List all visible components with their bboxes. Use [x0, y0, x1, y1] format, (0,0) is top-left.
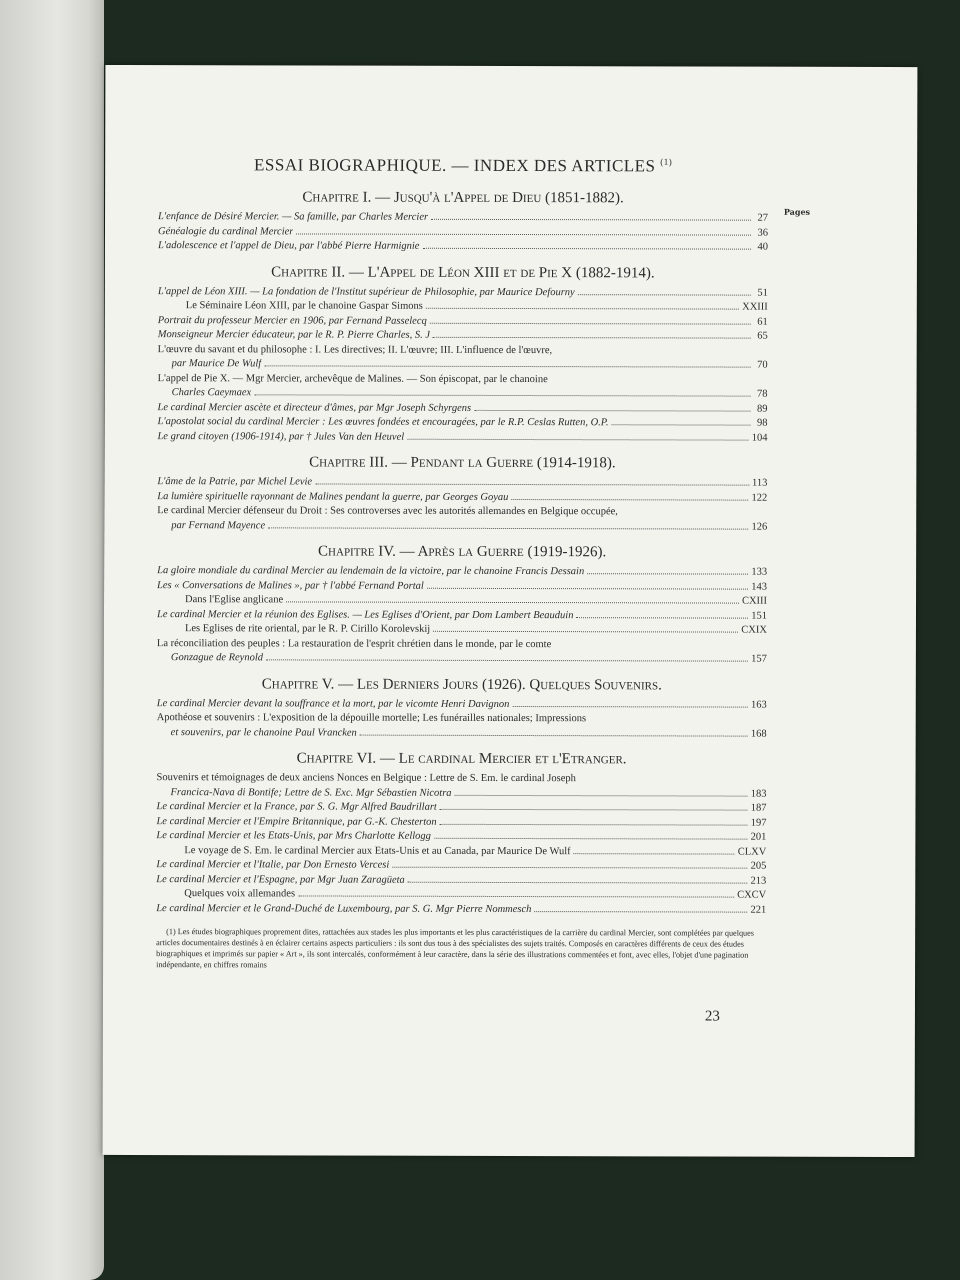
entry-title: Le cardinal Mercier devant la souffrance et la mort, par le vicomte Henri Davignon [156, 697, 510, 710]
pages-header: Pages [783, 206, 811, 217]
chapters-list [156, 189, 768, 918]
entry-title: Le cardinal Mercier et les Etats-Unis, par Mrs Charlotte Kellogg [156, 830, 431, 842]
index-entry [156, 902, 766, 918]
dot-leader [434, 838, 748, 840]
page-number: 23 [704, 1008, 720, 1025]
entry-page: 40 [757, 241, 768, 253]
dot-leader [440, 823, 748, 825]
dot-leader [611, 424, 750, 425]
entry-title: Gonzague de Reynold [170, 652, 264, 664]
entry-page: 187 [750, 802, 767, 814]
book-page [103, 65, 918, 1157]
entry-page: CXIII [741, 595, 768, 607]
entry-page: 143 [751, 581, 768, 593]
entry-page: 78 [757, 388, 768, 400]
entry-page: CXCV [737, 889, 767, 901]
chapter-heading: Chapitre IV. — Après la Guerre (1919-1926). [318, 543, 607, 561]
entry-title: par Fernand Mayence [171, 519, 266, 531]
footnote: (1) Les études biographiques proprement dites, rattachées aux stades les plus importants et les plus caractéristiques de la carrière du cardinal Mercier, sont complétées par quelques articles documentaires destinés à en éclairer certains aspects particuliers : ils sont dus tous à des spécialistes des sujets traités. Composés en caractères différents de ceux des études biographiques et imprimés sur papier « Art », ils sont intercalés, conformément à leur caractère, dans la série des illustrations commentées et font, avec elles, l'objet d'une pagination indépendante, en chiffres romains [156, 927, 754, 970]
entry-page: 205 [750, 860, 767, 872]
dot-leader [315, 483, 749, 485]
index-entry [158, 357, 768, 373]
chapter-heading: Chapitre III. — Pendant la Guerre (1914-1918). [309, 454, 616, 472]
dot-leader [534, 911, 747, 913]
index-entry [158, 328, 768, 344]
index-entry [157, 519, 767, 535]
entry-page: 183 [750, 788, 767, 800]
entry-title: Le cardinal Mercier et l'Empire Britannique, par G.-K. Chesterton [156, 815, 437, 828]
entry-page: 213 [750, 875, 767, 887]
dot-leader [296, 233, 751, 235]
entry-page: 221 [750, 904, 767, 916]
chapter-heading: Chapitre I. — Jusqu'à l'Appel de Dieu (1851-1882). [302, 189, 624, 207]
index-entry [158, 239, 768, 255]
index-entry [157, 651, 767, 667]
index-entry [157, 726, 767, 742]
entry-first-line: Le cardinal Mercier défenseur du Droit : Ses controverses avec les autorités allemandes en Belgique occupée, [157, 505, 618, 518]
entry-page: 98 [756, 417, 768, 429]
entry-title: Le grand citoyen (1906-1914), par † Jules Van den Heuvel [157, 430, 405, 443]
title-note: (1) [660, 156, 673, 167]
index-entry [157, 564, 767, 580]
dot-leader [587, 573, 748, 574]
entry-title: par Maurice De Wulf [171, 358, 262, 370]
entry-page: 65 [757, 330, 768, 342]
index-entry [157, 475, 767, 491]
entry-page: CLXV [737, 846, 767, 858]
index-entry [157, 430, 767, 446]
dot-leader [422, 248, 751, 250]
chapter-heading: Chapitre VI. — Le cardinal Mercier et l'Etranger. [296, 750, 627, 768]
entry-title: Généalogie du cardinal Mercier [157, 225, 294, 237]
dot-leader [433, 631, 738, 633]
dot-leader [268, 527, 748, 529]
entry-title: L'adolescence et l'appel de Dieu, par l'abbé Pierre Harmignie [157, 240, 420, 252]
entry-title: L'âme de la Patrie, par Michel Levie [157, 476, 313, 488]
entry-page: 89 [757, 403, 768, 415]
dot-leader [427, 587, 748, 589]
index-entry [156, 858, 766, 874]
entry-page: 163 [750, 699, 767, 711]
entry-page: 122 [751, 492, 768, 504]
entry-title: Le cardinal Mercier et la France, par S. G. Mgr Alfred Baudrillart [156, 801, 437, 813]
index-entry [158, 314, 768, 330]
entry-title: Le cardinal Mercier et l'Espagne, par Mgr Juan Zaragüeta [156, 873, 405, 886]
entry-first-line: L'appel de Pie X. — Mgr Mercier, archevêque de Malines. — Son épiscopat, par le chanoine [157, 372, 548, 385]
entry-title: Monseigneur Mercier éducateur, par le R. P. Pierre Charles, S. J [157, 329, 431, 341]
entry-title: Portrait du professeur Mercier en 1906, par Fernand Passelecq [157, 314, 427, 327]
dot-leader [408, 881, 748, 883]
entry-page: XXIII [742, 301, 768, 313]
entry-page: 27 [757, 212, 769, 224]
entry-title: Francica-Nava di Bontife; Lettre de S. Exc. Mgr Sébastien Nicotra [170, 786, 452, 799]
index-entry [157, 786, 767, 802]
entry-first-line: La réconciliation des peuples : La restauration de l'esprit chrétien dans le monde, par le comte [156, 637, 552, 650]
dot-leader [431, 219, 751, 221]
entry-page: CXIX [741, 624, 767, 636]
index-entry [158, 299, 768, 315]
entry-title: Le cardinal Mercier ascète et directeur d'âmes, par Mgr Joseph Schyrgens [157, 401, 472, 414]
index-entry [157, 697, 767, 713]
chapter-heading: Chapitre II. — L'Appel de Léon XIII et de Pie X (1882-1914). [271, 263, 655, 281]
entry-page: 126 [751, 521, 768, 533]
entry-title: et souvenirs, par le chanoine Paul Vrancken [170, 726, 357, 739]
dot-leader [574, 853, 735, 854]
entry-page: 70 [757, 359, 768, 371]
entry-page: 197 [750, 817, 767, 829]
index-entry [158, 401, 768, 417]
index-entry [156, 844, 766, 860]
title-text: ESSAI BIOGRAPHIQUE. — INDEX DES ARTICLES [254, 155, 656, 176]
dot-leader [578, 294, 751, 295]
entry-title: La gloire mondiale du cardinal Mercier au lendemain de la victoire, par le chanoine Francis Dessain [157, 565, 585, 578]
entry-title: Le cardinal Mercier et l'Italie, par Don Ernesto Vercesi [156, 859, 390, 871]
chapter-heading: Chapitre V. — Les Derniers Jours (1926). Quelques Souvenirs. [261, 675, 662, 693]
entry-first-line: Apothéose et souvenirs : L'exposition de la dépouille mortelle; Les funérailles nationales; Impressions [156, 712, 587, 725]
entry-title: La lumière spirituelle rayonnant de Malines pendant la guerre, par Georges Goyau [157, 490, 509, 503]
entry-title: Quelques voix allemandes [184, 888, 296, 900]
entry-page: 113 [751, 477, 768, 489]
entry-page: 157 [751, 653, 767, 665]
entry-page: 151 [751, 610, 768, 622]
index-entry [157, 415, 767, 431]
entry-page: 36 [757, 227, 769, 239]
index-entry [158, 225, 768, 241]
entry-page: 168 [750, 728, 767, 740]
dot-leader [298, 895, 734, 897]
entry-title: Le cardinal Mercier et la réunion des Eglises. — Les Eglises d'Orient, par Dom Lambert Beauduin [156, 608, 574, 621]
index-entry [157, 622, 767, 638]
entry-first-line: L'œuvre du savant et du philosophe : I. Les directives; II. L'œuvre; III. L'influence de l'œuvre, [157, 343, 553, 356]
dot-leader [511, 499, 748, 501]
entry-page: 201 [750, 831, 767, 843]
entry-page: 61 [757, 316, 768, 328]
entry-title: Les « Conversations de Malines », par † l'abbé Fernand Portal [157, 579, 424, 592]
index-entry [156, 887, 766, 903]
dot-leader [440, 809, 748, 811]
index-entry [157, 608, 767, 624]
index-entry [156, 873, 766, 889]
index-entry [158, 386, 768, 402]
index-entry [156, 815, 766, 831]
dot-leader [254, 394, 750, 396]
dot-leader [455, 794, 748, 796]
index-content [156, 155, 811, 972]
entry-title: Le cardinal Mercier et le Grand-Duché de Luxembourg, par S. G. Mgr Pierre Nommesch [156, 902, 532, 915]
dot-leader [407, 438, 749, 440]
page-title [158, 155, 768, 177]
entry-title: Dans l'Eglise anglicane [185, 594, 284, 606]
index-entry [157, 593, 767, 609]
index-entry [157, 579, 767, 595]
entry-page: 104 [751, 432, 768, 444]
entry-title: Le Séminaire Léon XIII, par le chanoine Gaspar Simons [185, 300, 423, 312]
entry-title: Les Eglises de rite oriental, par le R. P. Cirillo Korolevskij [184, 623, 431, 635]
index-entry [156, 800, 766, 816]
entry-title: Charles Caeymaex [171, 387, 252, 399]
dot-leader [264, 365, 750, 367]
index-entry [158, 285, 768, 301]
dot-leader [512, 706, 748, 708]
dot-leader [433, 337, 751, 339]
entry-first-line: Souvenirs et témoignages de deux anciens Nonces en Belgique : Lettre de S. Em. le cardinal Joseph [156, 772, 576, 785]
dot-leader [576, 617, 748, 618]
entry-page: 133 [751, 566, 768, 578]
entry-title: L'appel de Léon XIII. — La fondation de l'Institut supérieur de Philosophie, par Maurice Defourny [157, 285, 575, 298]
index-entry [158, 210, 768, 226]
entry-title: Le voyage de S. Em. le cardinal Mercier aux Etats-Unis et au Canada, par Maurice De Wulf [184, 844, 571, 857]
dot-leader [392, 867, 747, 869]
dot-leader [426, 308, 739, 310]
dot-leader [360, 734, 748, 736]
dot-leader [286, 601, 739, 603]
left-page-edge [0, 0, 104, 1280]
dot-leader [430, 322, 751, 324]
index-entry [157, 490, 767, 506]
entry-title: L'apostolat social du cardinal Mercier : Les œuvres fondées et encouragées, par le R.P. Ceslas Rutten, O.P. [157, 416, 609, 429]
dot-leader [266, 659, 748, 661]
dot-leader [474, 409, 750, 411]
index-entry [156, 829, 766, 845]
entry-page: 51 [757, 287, 768, 299]
entry-title: L'enfance de Désiré Mercier. — Sa famille, par Charles Mercier [158, 211, 429, 223]
